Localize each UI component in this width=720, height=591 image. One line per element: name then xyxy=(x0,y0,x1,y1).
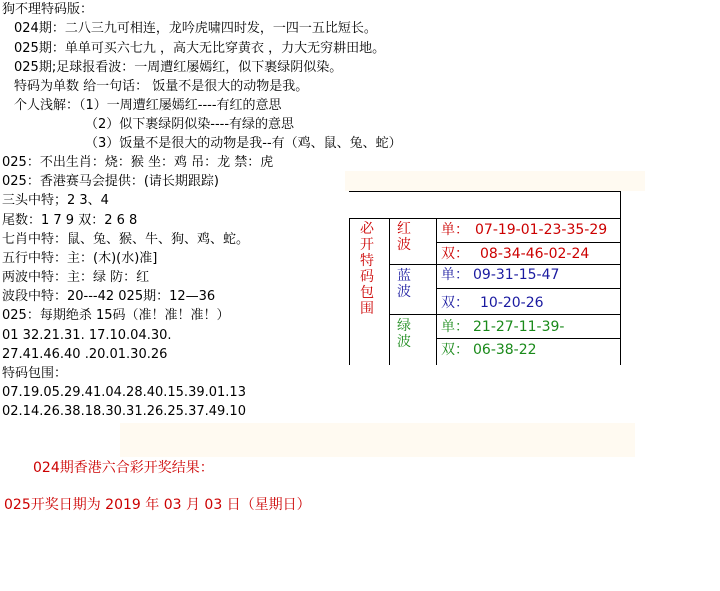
table-green-row-line xyxy=(436,338,621,339)
red-odd-label: 单： xyxy=(441,222,469,238)
red-even-label: 双： xyxy=(441,246,469,262)
line-hk: 025：香港赛马会提供：(请长期跟踪) xyxy=(2,174,219,189)
blue-wave-label: 蓝波 xyxy=(397,268,411,300)
green-even-numbers: 06-38-22 xyxy=(473,342,537,358)
table-left-border xyxy=(349,219,350,365)
draw-date: 025开奖日期为 2019 年 03 月 03 日（星期日） xyxy=(4,497,311,513)
line-seven: 七肖中特：鼠、兔、猴、牛、狗、鸡、蛇。 xyxy=(2,232,250,247)
line-pack: 特码包围： xyxy=(2,366,68,381)
line-024: 024期：二八三九可相连，龙吟虎啸四时发，一四一五比短长。 xyxy=(14,21,377,36)
page-title: 狗不理特码版： xyxy=(2,2,94,17)
line-band: 波段中特：20---42 025期：12—36 xyxy=(2,289,216,304)
line-head3: 三头中特；2 3、4 xyxy=(2,193,109,208)
red-even-numbers: 08-34-46-02-24 xyxy=(480,246,590,262)
table-col2-line xyxy=(436,219,437,365)
line-personal: 个人浅解：（1）一周遭红屡嫣红----有红的意思 xyxy=(14,98,282,113)
table-top-border xyxy=(349,191,621,192)
table-blue-green-line xyxy=(389,314,621,315)
red-odd-numbers: 07-19-01-23-35-29 xyxy=(475,222,608,238)
line-nums-2: 27.41.46.40 .20.01.30.26 xyxy=(2,347,168,362)
green-even-label: 双： xyxy=(441,342,469,358)
blue-even-numbers: 10-20-26 xyxy=(480,295,544,311)
line-025-a: 025期：单单可买六七九 ，高大无比穿黄衣 ，力大无穷耕田地。 xyxy=(14,41,386,56)
line-personal-2: （2）似下裹绿阴似染----有绿的意思 xyxy=(85,117,295,132)
line-five: 五行中特：主：(木)(水)准] xyxy=(2,251,158,266)
line-twowave: 两波中特：主：绿 防：红 xyxy=(2,270,150,285)
table-blue-row-line xyxy=(436,288,621,289)
line-kill: 025：每期绝杀 15码（准！准！准！） xyxy=(2,308,230,323)
faint-band-middle xyxy=(120,423,635,457)
table-red-blue-line xyxy=(389,264,621,265)
blue-odd-label: 单： xyxy=(441,267,469,283)
table-title: 必开特码包围 xyxy=(360,221,374,317)
table-red-row-line xyxy=(436,242,621,243)
line-nums-1: 01 32.21.31. 17.10.04.30. xyxy=(2,328,172,343)
green-wave-label: 绿波 xyxy=(397,318,411,350)
result-heading: 024期香港六合彩开奖结果： xyxy=(33,460,214,476)
line-pack-2: 02.14.26.38.18.30.31.26.25.37.49.10 xyxy=(2,404,246,419)
line-single: 特码为单数 给一句话： 饭量不是很大的动物是我。 xyxy=(14,79,309,94)
line-pack-1: 07.19.05.29.41.04.28.40.15.39.01.13 xyxy=(2,385,246,400)
green-odd-numbers: 21-27-11-39- xyxy=(473,319,565,335)
green-odd-label: 单： xyxy=(441,319,469,335)
line-personal-3: （3）饭量不是很大的动物是我--有（鸡、鼠、兔、蛇） xyxy=(85,136,402,151)
faint-band-top xyxy=(345,171,645,191)
red-wave-label: 红波 xyxy=(397,221,411,253)
line-025-b: 025期;足球报看波：一周遭红屡嫣红，似下裹绿阴似染。 xyxy=(14,60,343,75)
special-code-table xyxy=(349,191,621,365)
line-tail: 尾数：1 7 9 双：2 6 8 xyxy=(2,213,138,228)
table-col1-line xyxy=(389,219,390,365)
blue-even-label: 双： xyxy=(441,295,469,311)
blue-odd-numbers: 09-31-15-47 xyxy=(473,267,560,283)
line-zodiac: 025：不出生肖：烧：猴 坐：鸡 吊：龙 禁：虎 xyxy=(2,155,274,170)
